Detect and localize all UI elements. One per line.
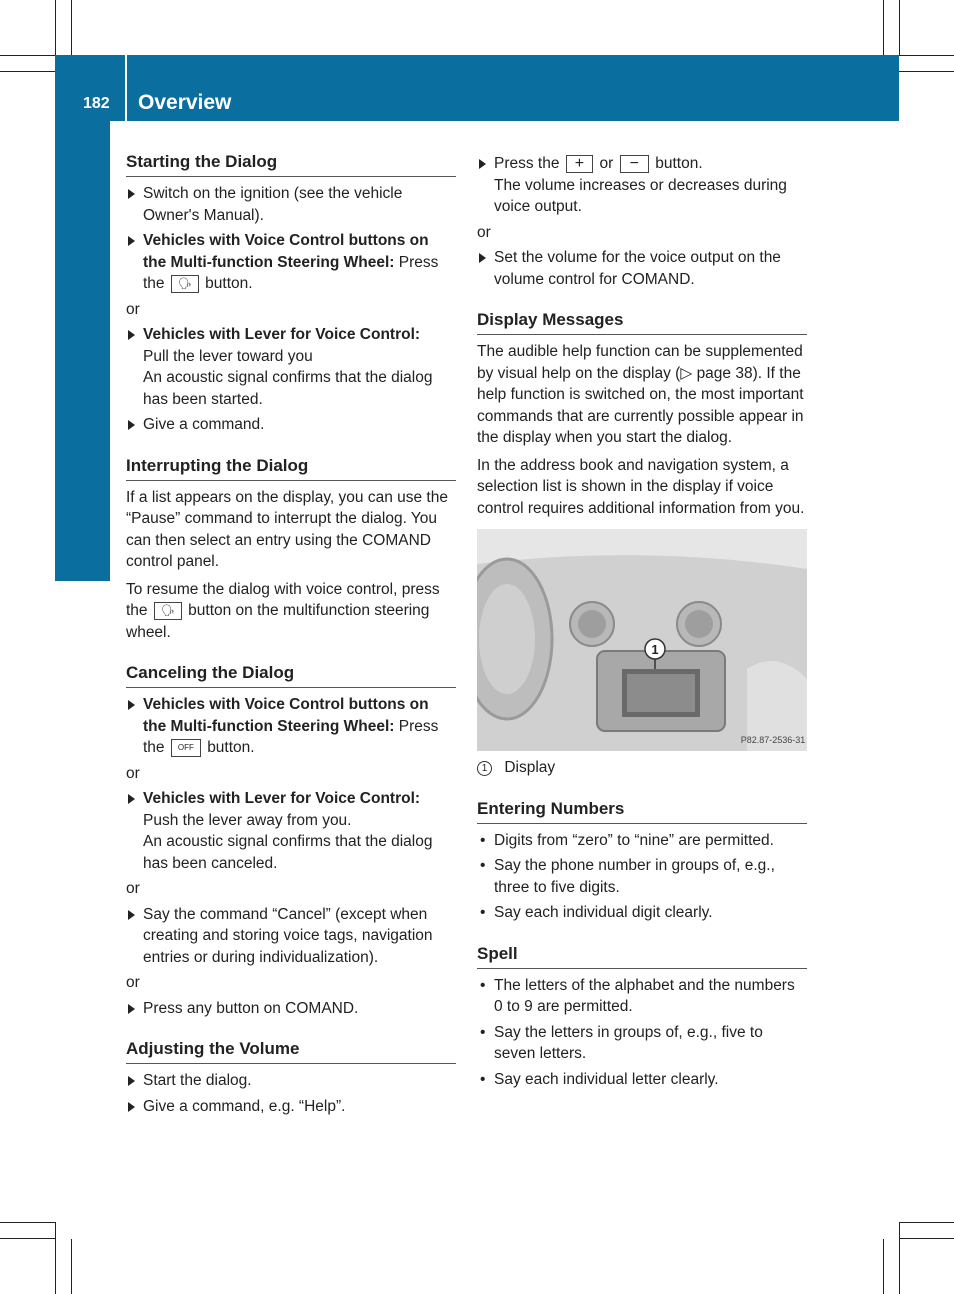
section-heading: Spell [477,942,807,969]
bullet-text: Say each individual digit clearly. [494,904,713,921]
bullet-icon: • [480,904,486,921]
crop-mark [883,0,884,55]
paragraph: The audible help function can be supplemented by visual help on the display (▷ page 38). If the help function is switched on, the most important commands that are currently possible appear in the display when you start the dialog. [477,343,804,446]
bullet-item [477,855,807,898]
section-starting [126,150,456,436]
section-heading: Interrupting the Dialog [126,454,456,481]
instruction-result: The volume increases or decreases during voice output. [494,176,787,215]
arrow-icon [479,159,486,169]
instruction-item [126,904,456,969]
bullet-text: Digits from “zero” to “nine” are permitted. [494,831,774,849]
crop-mark [899,71,954,72]
crop-mark [883,1239,884,1294]
instruction-text: Give a command, e.g. “Help”. [143,1097,346,1115]
instruction-text: button. [655,155,703,172]
right-column [477,150,807,1108]
bullet-item [477,975,807,1018]
instruction-text: Press any button on COMAND. [143,999,359,1017]
bullet-item [477,830,807,852]
paragraph: In the address book and navigation system, a selection list is shown in the display if voice control requires additional information from you. [477,456,805,517]
paragraph-text: To resume the dialog with voice control, press the [126,580,440,619]
crop-mark [0,71,55,72]
paragraph [126,579,456,644]
section-heading: Canceling the Dialog [126,661,456,688]
bullet-text: The letters of the alphabet and the numbers 0 to 9 are permitted. [494,976,795,1015]
instruction-item [126,324,456,410]
instruction-item [477,247,807,290]
instruction-result: An acoustic signal confirms that the dialog has been canceled. [143,833,433,872]
bullet-icon: • [480,831,486,849]
header-divider [125,55,127,121]
bullet-text: Say the letters in groups of, e.g., five to seven letters. [494,1023,763,1062]
or-separator: or [126,300,140,318]
voice-button-icon: 🗣 [171,275,199,293]
instruction-text: Start the dialog. [143,1072,252,1089]
arrow-icon [128,1076,135,1086]
minus-button-icon: − [620,155,649,173]
plus-button-icon: + [566,155,593,173]
bullet-item [477,902,807,924]
arrow-icon [128,236,135,246]
section-canceling [126,661,456,1019]
instruction-condition: Vehicles with Lever for Voice Control: [143,790,421,807]
page-title: Overview [138,91,232,114]
arrow-icon [128,1102,135,1112]
instruction-item [126,183,456,226]
or-separator: or [126,974,140,991]
instruction-item [126,1096,456,1118]
voice-button-icon: 🗣 [154,602,182,620]
instruction-condition: Vehicles with Voice Control buttons on the Multi-function Steering Wheel: [143,696,429,735]
arrow-icon [128,910,135,920]
instruction-item [126,788,456,874]
instruction-item [126,1070,456,1092]
dashboard-illustration [477,529,807,751]
chapter-label: Voice Control [83,368,114,536]
instruction-item [126,694,456,759]
section-spell [477,942,807,1091]
left-column [126,150,456,1135]
bullet-icon: • [480,1023,486,1041]
bullet-icon: • [480,1070,486,1088]
crop-mark [55,0,56,55]
page-header [55,55,899,121]
crop-mark [0,55,55,56]
section-heading: Entering Numbers [477,797,807,824]
crop-mark [55,1222,56,1294]
instruction-text: Push the lever away from you. [143,811,352,829]
crop-mark [899,1238,954,1239]
section-heading: Adjusting the Volume [126,1037,456,1064]
instruction-item [477,153,807,218]
crop-mark [899,1222,954,1223]
arrow-icon [128,330,135,340]
instruction-text: Press the [494,155,560,172]
or-separator: or [477,223,491,241]
instruction-text: or [599,155,614,172]
section-volume [126,1037,456,1117]
instruction-item [126,230,456,295]
paragraph-text: button on the multifunction steering wheel. [126,602,430,641]
callout-number: 1 [477,761,492,776]
page-number: 182 [83,95,110,112]
section-heading: Starting the Dialog [126,150,456,177]
photo-callout: 1 [651,642,659,657]
or-separator: or [126,764,140,782]
crop-mark [899,55,954,56]
arrow-icon [128,700,135,710]
dashboard-photo [477,529,807,751]
crop-mark [899,1222,900,1294]
voice-off-button-icon: OFF [171,739,201,757]
crop-mark [0,1222,55,1223]
section-entering-numbers [477,797,807,924]
bullet-item [477,1022,807,1065]
caption-text: Display [504,759,556,776]
crop-mark [71,1239,72,1294]
or-separator: or [126,880,140,897]
instruction-condition: Vehicles with Voice Control buttons on the Multi-function Steering Wheel: [143,232,429,271]
arrow-icon [479,253,486,263]
instruction-text: Say the command “Cancel” (except when creating and storing voice tags, navigation entries or during individualization). [143,905,433,966]
section-display-messages [477,308,807,779]
photo-code: P82.87-2536-31 [740,735,806,745]
crop-mark [899,0,900,55]
photo-caption [477,757,807,779]
instruction-item [126,998,456,1020]
bullet-text: Say the phone number in groups of, e.g., three to five digits. [494,857,775,896]
crop-mark [0,1238,55,1239]
instruction-item [126,414,456,436]
paragraph: If a list appears on the display, you can use the “Pause” command to interrupt the dialog. You can then select an entry using the COMAND control panel. [126,488,448,570]
crop-mark [71,0,72,55]
arrow-icon [128,189,135,199]
arrow-icon [128,794,135,804]
arrow-icon [128,1004,135,1014]
section-heading: Display Messages [477,308,807,335]
instruction-text: Pull the lever toward you [143,347,313,365]
section-volume-continued [477,153,807,290]
instruction-text: Press the [143,253,439,292]
bullet-icon: • [480,976,486,994]
instruction-text: Set the volume for the voice output on the volume control for COMAND. [494,249,781,288]
instruction-text: button. [205,275,253,292]
section-interrupting [126,454,456,644]
instruction-text: Give a command. [143,416,265,433]
instruction-text: Press the [143,717,439,756]
arrow-icon [128,420,135,430]
instruction-result: An acoustic signal confirms that the dialog has been started. [143,369,433,408]
bullet-icon: • [480,857,486,874]
instruction-condition: Vehicles with Lever for Voice Control: [143,326,421,343]
instruction-text: Switch on the ignition (see the vehicle Owner's Manual). [143,185,403,224]
instruction-text: button. [207,739,255,756]
bullet-item [477,1069,807,1091]
bullet-text: Say each individual letter clearly. [494,1070,719,1088]
